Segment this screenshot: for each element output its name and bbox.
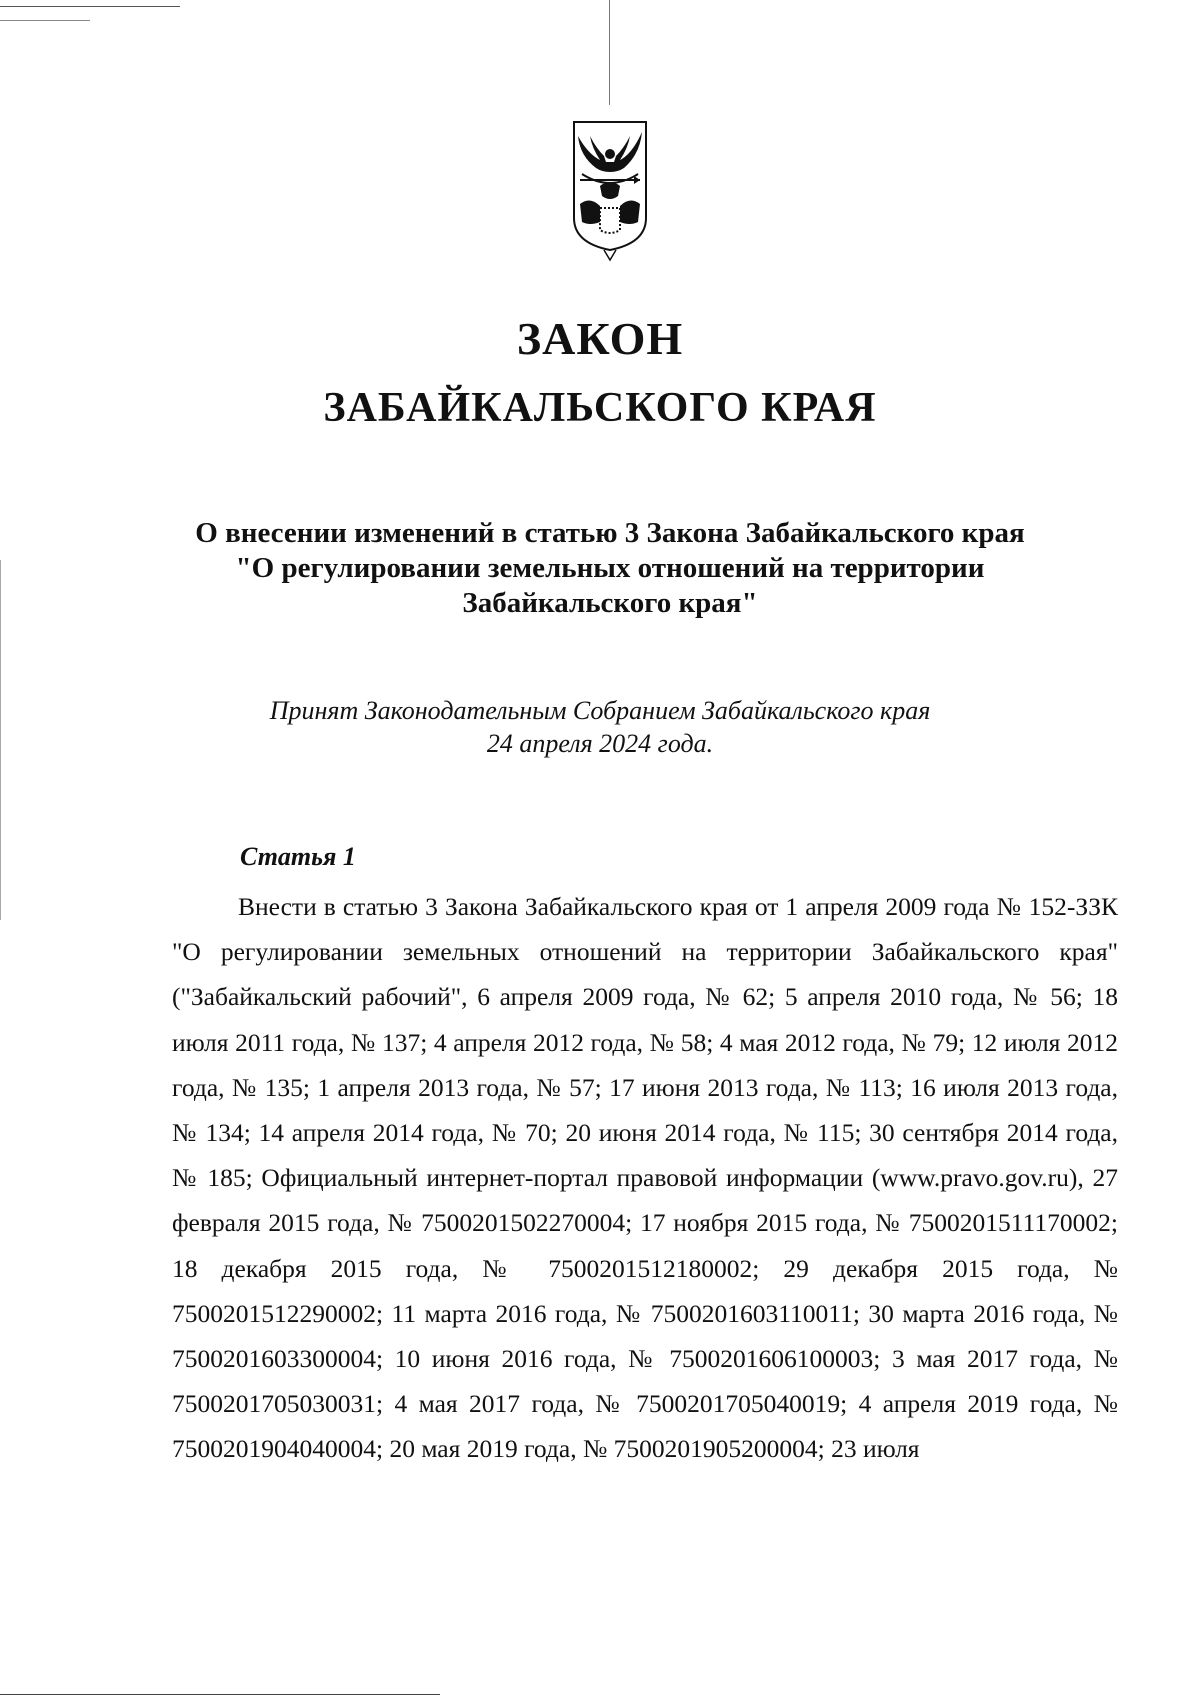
scan-artifact-line [0,1694,440,1695]
law-subject-line: О внесении изменений в статью 3 Закона Забайкальского края [195,517,1025,549]
scan-artifact-line [0,20,90,21]
coat-of-arms-icon [570,118,650,268]
adoption-note-line: Принят Законодательным Собранием Забайкальского края [269,696,931,725]
law-subject [140,516,1080,621]
scan-artifact-line [0,560,1,920]
law-region-title: ЗАБАЙКАЛЬСКОГО КРАЯ [323,385,877,431]
law-subject-line: "О регулировании земельных отношений на территории [235,552,985,584]
article-body-text: Внести в статью 3 Закона Забайкальского края от 1 апреля 2009 года № 152-ЗЗК "О регулировании земельных отношений на территории Забайкальского края" ("Забайкальский рабочий", 6 апреля 2009 года, № 62; 5 апреля 2010 года, № 56; 18 июля 2011 года, № 137; 4 апреля 2012 года, № 58; 4 мая 2012 года, № 79; 12 июля 2012 года, № 135; 1 апреля 2013 года, № 57; 17 июня 2013 года, № 113; 16 июля 2013 года, № 134; 14 апреля 2014 года, № 70; 20 июня 2014 года, № 115; 30 сентября 2014 года, № 185; Официальный интернет-портал правовой информации (www.pravo.gov.ru), 27 февраля 2015 года, № 7500201502270004; 17 ноября 2015 года, № 7500201511170002; 18 декабря 2015 года, № 7500201512180002; 29 декабря 2015 года, № 7500201512290002; 11 марта 2016 года, № 7500201603110011; 30 марта 2016 года, № 7500201603300004; 10 июня 2016 года, № 7500201606100003; 3 мая 2017 года, № 7500201705030031; 4 мая 2017 года, № 7500201705040019; 4 апреля 2019 года, № 7500201904040004; 20 мая 2019 года, № 7500201905200004; 23 июля [172,892,1118,1464]
scan-artifact-line [0,6,180,7]
law-subject-line: Забайкальского края" [462,587,758,619]
law-title: ЗАКОН [516,313,684,364]
scan-artifact-line [609,0,610,105]
article-heading: Статья 1 [240,842,356,871]
adoption-note [140,694,1060,760]
adoption-date: 24 апреля 2024 года. [486,729,714,758]
